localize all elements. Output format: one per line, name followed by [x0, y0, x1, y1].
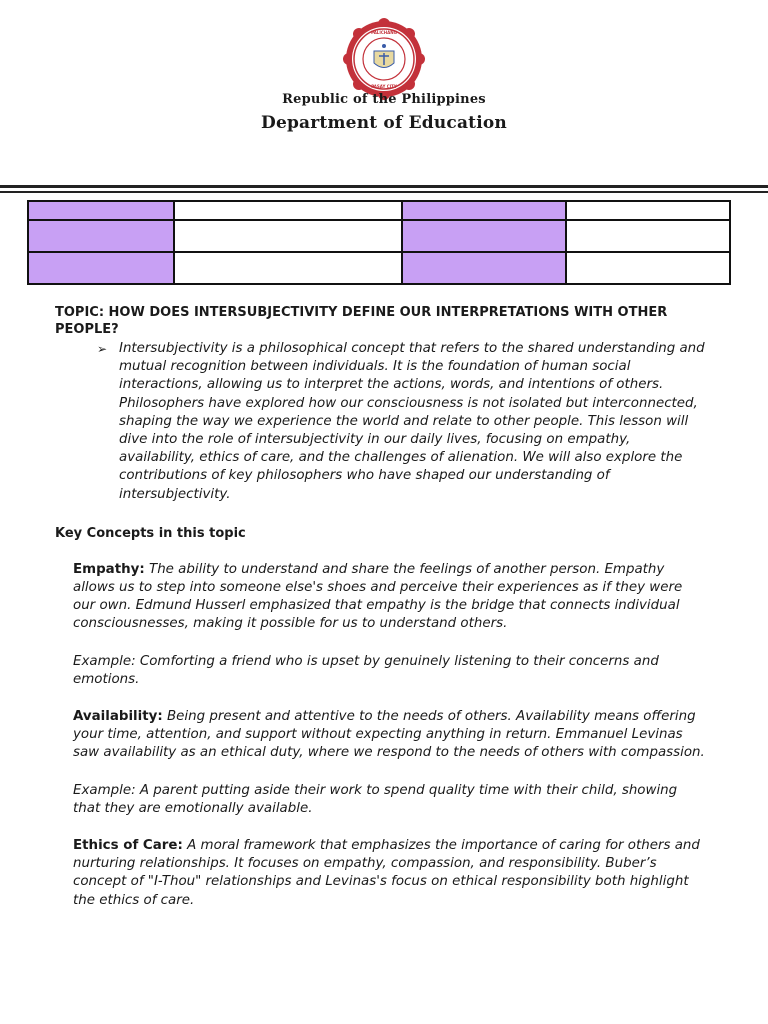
concept-definition: Being present and attentive to the needs of others. Availability means offering your time, attention, and support without expecting anything in return. Emmanuel Levinas saw availability as an ethical duty, where we respond to the needs of others with compassion. [73, 709, 705, 761]
input-cell[interactable] [174, 201, 402, 220]
label-cell [28, 252, 174, 284]
header-divider [0, 185, 768, 188]
svg-text:PASAY CITY: PASAY CITY [371, 84, 397, 89]
input-cell[interactable] [174, 220, 402, 252]
concept-term: Availability: [73, 709, 163, 725]
lesson-content [55, 304, 705, 910]
concept-term: Ethics of Care: [73, 838, 183, 854]
svg-text:PALICHANG: PALICHANG [371, 30, 397, 35]
concept-definition: A moral framework that emphasizes the importance of caring for others and nurturing relationships. It focuses on empathy, compassion, and responsibility. Buber’s concept of "I-Thou" relationships and Levinas's focus on ethical responsibility both highlight the ethics of care. [73, 838, 700, 908]
input-cell[interactable] [566, 252, 730, 284]
concept-term: Empathy: [73, 561, 145, 577]
concept-ethics-of-care [73, 837, 705, 910]
label-cell [402, 201, 566, 220]
key-concepts-heading: Key Concepts in this topic [55, 525, 246, 541]
concept-definition: The ability to understand and share the feelings of another person. Empathy allows us to step into someone else's shoes and perceive their experiences as if they were our own. Edmund Husserl emphasized that empathy is the bridge that connects individual consciousnesses, making it possible for us to understand others. [73, 561, 683, 632]
concept-availability [73, 708, 705, 763]
label-cell [28, 220, 174, 252]
example-availability: Example: A parent putting aside their work to spend quality time with their child, showing that they are emotionally available. [73, 782, 678, 816]
republic-heading: Republic of the Philippines [282, 92, 486, 107]
department-heading: Department of Education [261, 113, 507, 133]
label-cell [402, 220, 566, 252]
example-empathy: Example: Comforting a friend who is upset by genuinely listening to their concerns and emotions. [73, 653, 659, 687]
student-info-table [27, 200, 731, 285]
arrow-bullet-icon: ➢ [97, 342, 108, 356]
input-cell[interactable] [174, 252, 402, 284]
topic-title: TOPIC: HOW DOES INTERSUBJECTIVITY DEFINE OUR INTERPRETATIONS WITH OTHER PEOPLE? [55, 305, 668, 337]
intro-paragraph: Intersubjectivity is a philosophical concept that refers to the shared understanding and mutual recognition between individuals. It is the foundation of human social interactions, allowing us to interpret the actions, words, and intentions of others. Philosophers have explored how our consciousness is not isolated but interconnected, shaping the way we experience the world and relate to other people. This lesson will dive into the role of intersubjectivity in our daily lives, focusing on empathy, availability, ethics of care, and the challenges of alienation. We will also explore the contributions of key philosophers who have shaped our understanding of intersubjectivity. [119, 341, 705, 502]
label-cell [28, 201, 174, 220]
label-cell [402, 252, 566, 284]
intro-bullet [97, 340, 705, 504]
input-cell[interactable] [566, 201, 730, 220]
school-seal-logo [343, 18, 425, 100]
concept-empathy [73, 561, 705, 634]
header-divider-thin [0, 191, 768, 193]
input-cell[interactable] [566, 220, 730, 252]
